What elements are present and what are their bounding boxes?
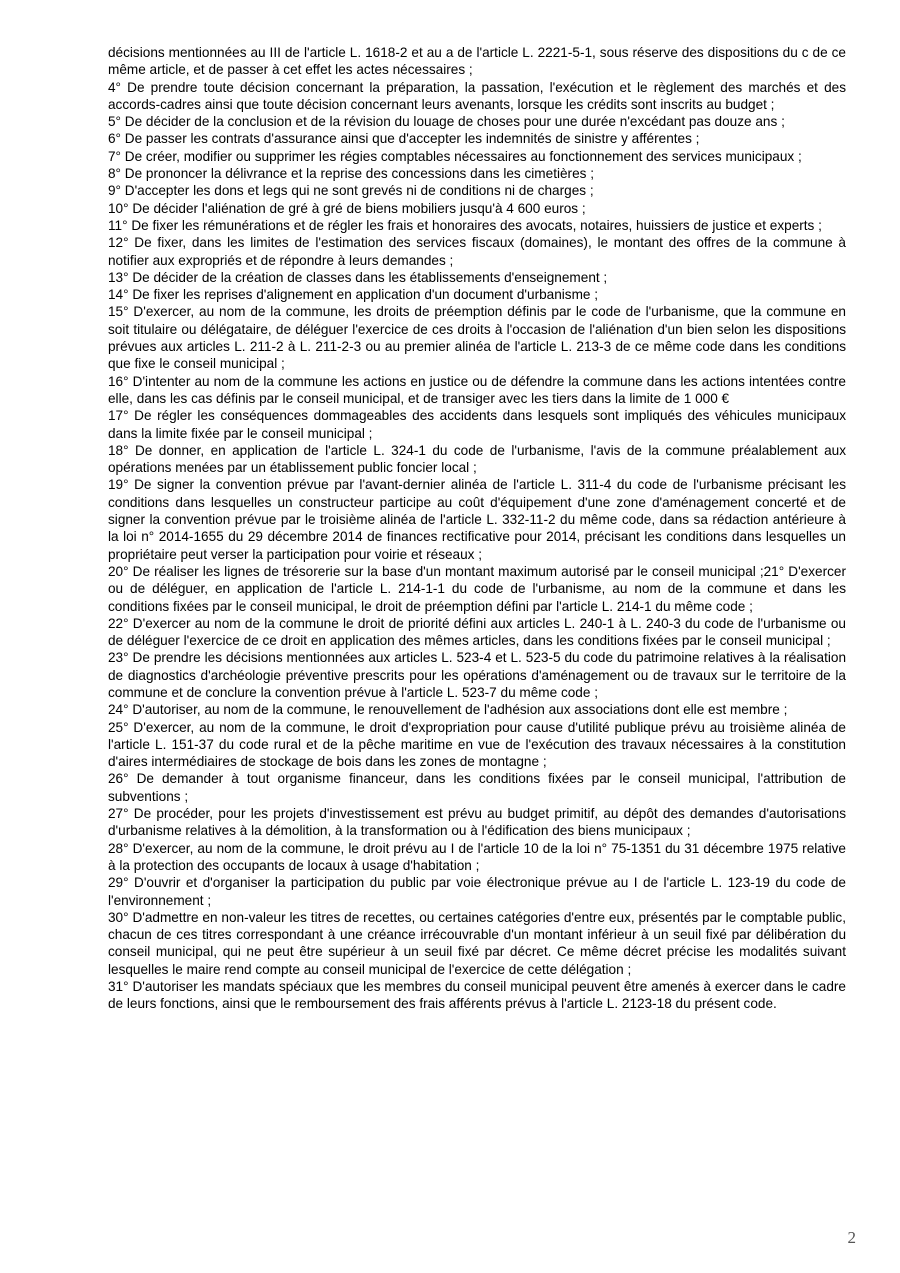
paragraph-item-9: 9° D'accepter les dons et legs qui ne sont grevés ni de conditions ni de charges ; [108,183,594,199]
paragraph-item-19: 19° De signer la convention prévue par l'avant-dernier alinéa de l'article L. 311-4 du code de l'urbanisme précisant les conditions dans lesquelles un constructeur participe au coût d'équipement d'une zone d'aménagement concerté et de signer la convention prévue par le troisième alinéa de l'article L. 332-11-2 du même code, dans sa rédaction antérieure à la loi n° 2014-1655 du 29 décembre 2014 de finances rectificative pour 2014, précisant les conditions dans lesquelles un propriétaire peut verser la participation pour voirie et réseaux ; [108,477,846,562]
paragraph-item-29: 29° D'ouvrir et d'organiser la participation du public par voie électronique prévue au I de l'article L. 123-19 du code de l'environnement ; [108,875,846,908]
paragraph-item-26: 26° De demander à tout organisme financeur, dans les conditions fixées par le conseil municipal, l'attribution de subventions ; [108,771,846,804]
paragraph-item-18: 18° De donner, en application de l'article L. 324-1 du code de l'urbanisme, l'avis de la commune préalablement aux opérations menées par un établissement public foncier local ; [108,442,846,476]
paragraph-item-16: 16° D'intenter au nom de la commune les actions en justice ou de défendre la commune dans les actions intentées contre elle, dans les cas définis par le conseil municipal, et de transiger avec les tiers dans la limite de 1 000 € [108,373,846,406]
document-body [108,44,846,1013]
paragraph-item-13: 13° De décider de la création de classes dans les établissements d'enseignement ; [108,269,608,285]
paragraph-item-22: 22° D'exercer au nom de la commune le droit de priorité défini aux articles L. 240-1 à L. 240-3 du code de l'urbanisme ou de déléguer l'exercice de ce droit en application des mêmes articles, dans les conditions fixées par le conseil municipal ; [108,615,846,649]
paragraph-item-31: 31° D'autoriser les mandats spéciaux que les membres du conseil municipal peuvent être amenés à exercer dans le cadre de leurs fonctions, ainsi que le remboursement des frais afférents prévus à l'article L. 2123-18 du présent code. [108,979,846,1012]
page-number: 2 [847,1228,856,1247]
paragraph-item-12: 12° De fixer, dans les limites de l'estimation des services fiscaux (domaines), le montant des offres de la commune à notifier aux expropriés et de répondre à leurs demandes ; [108,235,846,268]
paragraph-item-20-21: 20° De réaliser les lignes de trésorerie sur la base d'un montant maximum autorisé par le conseil municipal ;21° D'exercer ou de déléguer, en application de l'article L. 214-1-1 du code de l'urbanisme, au nom de la commune et dans les conditions fixées par le conseil municipal, le droit de préemption défini par l'article L. 214-1 du même code ; [108,563,846,614]
paragraph-item-28: 28° D'exercer, au nom de la commune, le droit prévu au I de l'article 10 de la loi n° 75-1351 du 31 décembre 1975 relative à la protection des occupants de locaux à usage d'habitation ; [108,840,846,873]
paragraph-item-8: 8° De prononcer la délivrance et la reprise des concessions dans les cimetières ; [108,166,594,182]
paragraph-continuation: décisions mentionnées au III de l'article L. 1618-2 et au a de l'article L. 2221-5-1, sous réserve des dispositions du c de ce même article, et de passer à cet effet les actes nécessaires ; [108,45,846,78]
paragraph-item-15: 15° D'exercer, au nom de la commune, les droits de préemption définis par le code de l'urbanisme, que la commune en soit titulaire ou délégataire, de déléguer l'exercice de ces droits à l'occasion de l'aliénation d'un bien selon les dispositions prévues aux articles L. 211-2 à L. 211-2-3 ou au premier alinéa de l'article L. 213-3 de ce même code dans les conditions que fixe le conseil municipal ; [108,304,846,372]
paragraph-item-11: 11° De fixer les rémunérations et de régler les frais et honoraires des avocats, notaires, huissiers de justice et experts ; [108,217,822,233]
paragraph-item-17: 17° De régler les conséquences dommageables des accidents dans lesquels sont impliqués des véhicules municipaux dans la limite fixée par le conseil municipal ; [108,408,846,441]
paragraph-item-27: 27° De procéder, pour les projets d'investissement est prévu au budget primitif, au dépôt des demandes d'autorisations d'urbanisme relatives à la démolition, à la transformation ou à l'édification des biens municipaux ; [108,806,846,839]
paragraph-item-10: 10° De décider l'aliénation de gré à gré de biens mobiliers jusqu'à 4 600 euros ; [108,200,586,216]
paragraph-item-4: 4° De prendre toute décision concernant la préparation, la passation, l'exécution et le règlement des marchés et des accords-cadres ainsi que toute décision concernant leurs avenants, lorsque les crédits sont inscrits au budget ; [108,79,846,112]
paragraph-item-30: 30° D'admettre en non-valeur les titres de recettes, ou certaines catégories d'entre eux, présentés par le comptable public, chacun de ces titres correspondant à une créance irrécouvrable d'un montant inférieur à un seuil fixé par délibération du conseil municipal, qui ne peut être supérieur à un seuil fixé par décret. Ce même décret précise les modalités suivant lesquelles le maire rend compte au conseil municipal de l'exercice de cette délégation ; [108,909,846,977]
paragraph-item-23: 23° De prendre les décisions mentionnées aux articles L. 523-4 et L. 523-5 du code du patrimoine relatives à la réalisation de diagnostics d'archéologie préventive prescrits pour les opérations d'aménagement ou de travaux sur le territoire de la commune et de conclure la convention prévue à l'article L. 523-7 du même code ; [108,650,846,700]
paragraph-item-6: 6° De passer les contrats d'assurance ainsi que d'accepter les indemnités de sinistre y afférentes ; [108,131,700,147]
paragraph-item-25: 25° D'exercer, au nom de la commune, le droit d'expropriation pour cause d'utilité publique prévu au troisième alinéa de l'article L. 151-37 du code rural et de la pêche maritime en vue de l'exécution des travaux nécessaires à la constitution d'aires intermédiaires de stockage de bois dans les zones de montagne ; [108,719,846,770]
paragraph-item-5: 5° De décider de la conclusion et de la révision du louage de choses pour une durée n'excédant pas douze ans ; [108,114,785,130]
paragraph-item-7: 7° De créer, modifier ou supprimer les régies comptables nécessaires au fonctionnement des services municipaux ; [108,148,802,164]
paragraph-item-24: 24° D'autoriser, au nom de la commune, le renouvellement de l'adhésion aux associations dont elle est membre ; [108,702,788,718]
paragraph-item-14: 14° De fixer les reprises d'alignement en application d'un document d'urbanisme ; [108,287,599,303]
